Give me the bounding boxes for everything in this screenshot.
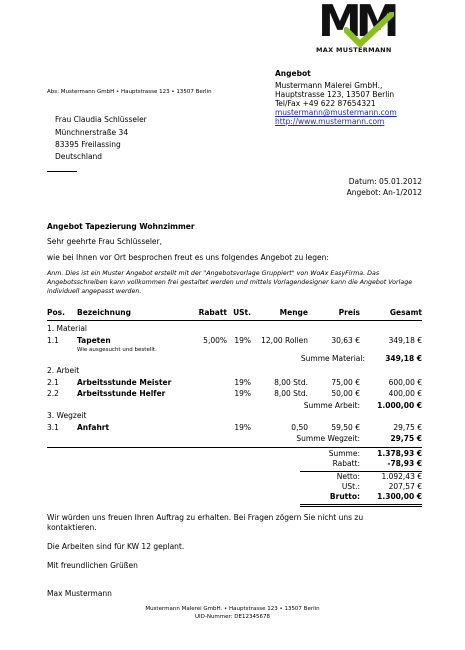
closing-paragraph-line-1: Wir würden uns freuen Ihren Auftrag zu erhalten. Bei Fragen zögern Sie nicht uns zu	[47, 513, 364, 522]
row-description: Anfahrt	[77, 423, 110, 432]
recipient-city: 83395 Freilassing	[55, 140, 121, 149]
row-vat: 19%	[234, 336, 251, 345]
row-description: Arbeitsstunde Meister	[77, 378, 172, 387]
row-price: 30,63 €	[331, 336, 360, 345]
row-quantity: 8,00 Std.	[274, 378, 308, 387]
subject-line: Angebot Tapezierung Wohnzimmer	[47, 222, 195, 231]
note-line-1: Anm. Dies ist ein Muster Angebot erstellt mit der "Angebotsvorlage Gruppiert" von WoAx EasyFirma. Das	[47, 270, 380, 277]
row-total: 349,18 €	[388, 336, 422, 345]
document-type-title: Angebot	[275, 69, 311, 78]
group-title-arbeit: 2. Arbeit	[47, 366, 80, 375]
totals-double-rule-top	[300, 504, 422, 505]
group-sum-value: 349,18 €	[385, 354, 422, 363]
col-header-quantity: Menge	[279, 308, 308, 317]
row-pos: 1.1	[47, 336, 59, 345]
col-header-description: Bezeichnung	[77, 308, 131, 317]
totals-discount-value: -78,93 €	[387, 459, 422, 468]
totals-sum-label: Summe:	[328, 449, 360, 458]
note-line-2: Angebotsschreiben kann vollkommen frei gestaltet werden und mittels Vorlagendesigner kann die Angebot Vorlage	[47, 279, 413, 286]
note-line-3: individuell angepasst werden.	[47, 288, 142, 295]
row-quantity: 0,50	[291, 423, 308, 432]
group-sum-value: 1.000,00 €	[377, 401, 422, 410]
company-logo	[314, 0, 429, 58]
group-title-material: 1. Material	[47, 324, 88, 333]
group-sum-value: 29,75 €	[390, 434, 422, 443]
group-title-wegzeit: 3. Wegzeit	[47, 411, 87, 420]
totals-sum-value: 1.378,93 €	[377, 449, 422, 458]
recipient-name: Frau Claudia Schlüsseler	[55, 115, 147, 124]
row-total: 29,75 €	[393, 423, 422, 432]
closing-paragraph-line-2: kontaktieren.	[47, 523, 97, 532]
row-price: 75,00 €	[331, 378, 360, 387]
totals-discount-label: Rabatt:	[332, 459, 360, 468]
logo-letters: MM	[318, 0, 394, 47]
company-email-link[interactable]: mustermann@mustermann.com	[275, 108, 397, 117]
group-sum-label: Summe Arbeit:	[303, 401, 360, 410]
row-pos: 3.1	[47, 423, 59, 432]
totals-double-rule-bottom	[300, 506, 422, 507]
table-footer-rule	[47, 447, 422, 448]
company-address: Hauptstrasse 123, 13507 Berlin	[275, 90, 395, 99]
totals-net-value: 1.092,43 €	[381, 472, 422, 481]
row-vat: 19%	[234, 389, 251, 398]
row-price: 59,50 €	[331, 423, 360, 432]
group-sum-label: Summe Wegzeit:	[296, 434, 360, 443]
salutation: Sehr geehrte Frau Schlüsseler,	[47, 237, 163, 246]
col-header-vat: USt.	[233, 308, 251, 317]
row-pos: 2.1	[47, 378, 59, 387]
schedule-note: Die Arbeiten sind für KW 12 geplant.	[47, 542, 185, 551]
row-description: Arbeitsstunde Helfer	[77, 389, 166, 398]
row-total: 400,00 €	[388, 389, 422, 398]
group-sum-label: Summe Material:	[300, 354, 365, 363]
totals-net-label: Netto:	[336, 472, 360, 481]
table-header-rule	[47, 320, 422, 321]
row-subdescription: Wie ausgesucht und bestellt.	[77, 347, 157, 353]
row-total: 600,00 €	[388, 378, 422, 387]
totals-gross-label: Brutto:	[329, 492, 360, 501]
col-header-discount: Rabatt	[198, 308, 227, 317]
row-quantity: 8,00 Std.	[274, 389, 308, 398]
footer-vat-id: UID-Nummer: DE12345678	[194, 614, 271, 620]
company-website-link[interactable]: http://www.mustermann.com	[275, 117, 385, 126]
col-header-pos: Pos.	[47, 308, 65, 317]
fold-mark	[47, 171, 77, 172]
row-description: Tapeten	[77, 336, 111, 345]
totals-gross-value: 1.300,00 €	[377, 492, 422, 501]
offer-number: Angebot: An-1/2012	[346, 188, 422, 197]
intro-text: wie bei Ihnen vor Ort besprochen freut es uns folgendes Angebot zu legen:	[47, 253, 329, 262]
row-vat: 19%	[234, 423, 251, 432]
document-date: Datum: 05.01.2012	[348, 177, 422, 186]
footer-company-line: Mustermann Malerei GmbH. • Hauptstrasse 123 • 13507 Berlin	[145, 606, 320, 612]
col-header-price: Preis	[338, 308, 360, 317]
logo-company-name: MAX MUSTERMANN	[316, 46, 392, 54]
company-phone: Tel/Fax +49 622 87654321	[275, 99, 376, 108]
recipient-country: Deutschland	[55, 152, 103, 161]
greeting: Mit freundlichen Grüßen	[47, 561, 138, 570]
row-price: 50,00 €	[331, 389, 360, 398]
recipient-street: Münchnerstraße 34	[55, 128, 129, 137]
company-name: Mustermann Malerei GmbH.,	[275, 81, 383, 90]
sender-line: Abs: Mustermann GmbH • Hauptstrasse 123 • 13507 Berlin	[47, 89, 212, 95]
totals-vat-value: 207,57 €	[388, 482, 422, 491]
col-header-total: Gesamt	[389, 308, 422, 317]
signature-name: Max Mustermann	[47, 589, 112, 598]
row-quantity: 12,00 Rollen	[261, 336, 308, 345]
totals-vat-label: USt.:	[341, 482, 360, 491]
row-vat: 19%	[234, 378, 251, 387]
row-pos: 2.2	[47, 389, 59, 398]
row-discount: 5,00%	[203, 336, 227, 345]
checkmark-icon	[344, 12, 394, 48]
